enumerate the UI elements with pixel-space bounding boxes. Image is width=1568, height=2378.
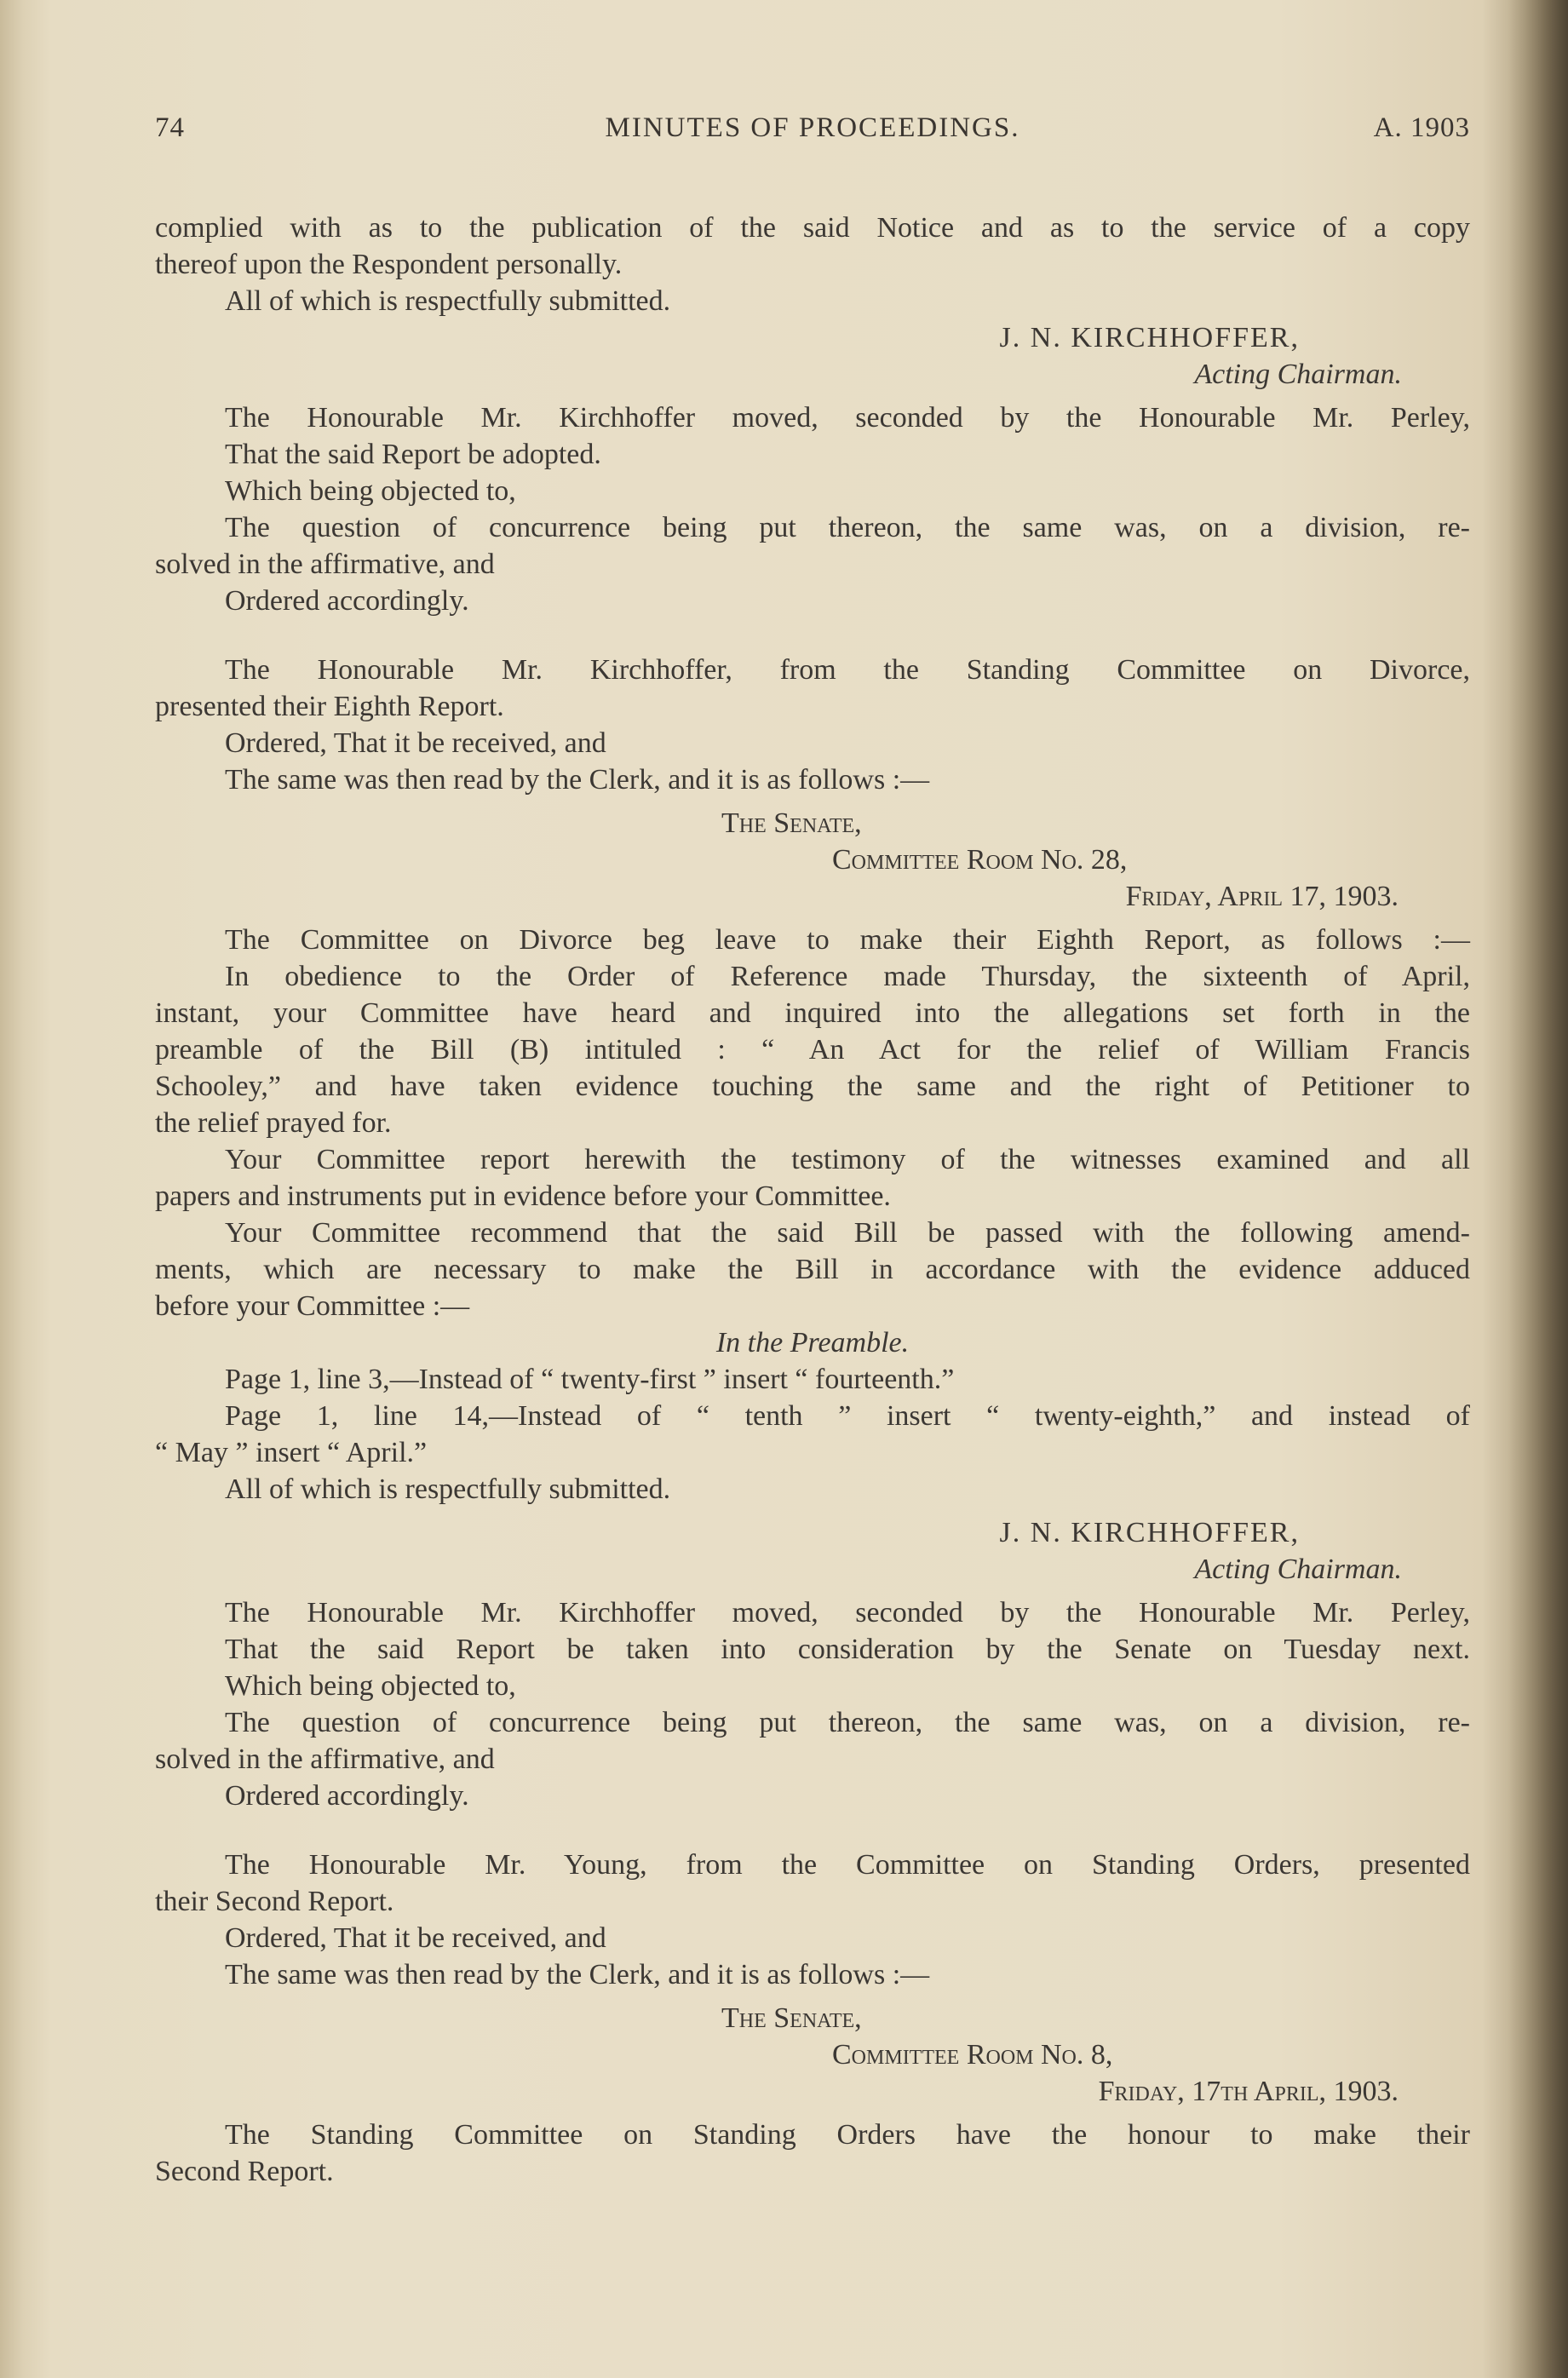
paragraph-line: The Standing Committee on Standing Orders have the honour to make their (225, 2119, 1470, 2151)
paragraph-line: Page 1, line 14,—Instead of “ tenth ” insert “ twenty-eighth,” and instead of (225, 1400, 1470, 1432)
paragraph-line: thereof upon the Respondent personally. (155, 249, 623, 280)
paragraph-line: ments, which are necessary to make the Bill in accordance with the evidence adduced (155, 1254, 1470, 1285)
paragraph-line: The same was then read by the Clerk, and it is as follows :— (225, 1959, 930, 1990)
paragraph-line: Page 1, line 3,—Instead of “ twenty-first ” insert “ fourteenth.” (225, 1364, 955, 1395)
signature-name: J. N. KIRCHHOFFER, (999, 322, 1300, 353)
paragraph-line: Your Committee recommend that the said Bill be passed with the following amend- (225, 1217, 1470, 1249)
page-number: 74 (155, 112, 185, 143)
binding-shadow (1508, 0, 1568, 2378)
session-year: A. 1903 (1373, 112, 1470, 143)
paragraph-line: their Second Report. (155, 1886, 394, 1917)
paragraph-line: The Committee on Divorce beg leave to make their Eighth Report, as follows :— (225, 924, 1470, 956)
paragraph-line: Your Committee report herewith the testimony of the witnesses examined and all (225, 1144, 1470, 1175)
paragraph-line: The question of concurrence being put thereon, the same was, on a division, re- (225, 1707, 1470, 1738)
paragraph-line: In obedience to the Order of Reference made Thursday, the sixteenth of April, (225, 961, 1470, 992)
paragraph-line: That the said Report be adopted. (225, 439, 601, 470)
address-date: Friday, April 17, 1903. (1125, 881, 1399, 912)
signature-name: J. N. KIRCHHOFFER, (999, 1517, 1300, 1548)
address-committee-room: Committee Room No. 8, (832, 2039, 1113, 2071)
paragraph-line: The Honourable Mr. Kirchhoffer, from the Standing Committee on Divorce, (225, 654, 1470, 686)
paragraph-line: Schooley,” and have taken evidence touching the same and the right of Petitioner to (155, 1071, 1470, 1102)
paragraph-line: presented their Eighth Report. (155, 691, 504, 722)
paragraph-line: That the said Report be taken into consideration by the Senate on Tuesday next. (225, 1634, 1470, 1665)
paragraph-line: complied with as to the publication of the said Notice and as to the service of a copy (155, 212, 1470, 244)
paragraph-line: The Honourable Mr. Young, from the Committee on Standing Orders, presented (225, 1849, 1470, 1881)
running-header (155, 112, 1470, 153)
paragraph-line: Ordered accordingly. (225, 1780, 469, 1812)
address-date: Friday, 17th April, 1903. (1098, 2076, 1399, 2107)
paragraph-line: solved in the affirmative, and (155, 549, 495, 580)
paragraph-line: Second Report. (155, 2156, 334, 2187)
paragraph-line: The question of concurrence being put thereon, the same was, on a division, re- (225, 512, 1470, 543)
page-title: MINUTES OF PROCEEDINGS. (605, 112, 1020, 143)
paragraph-line: Ordered, That it be received, and (225, 727, 606, 759)
paragraph-line: Ordered, That it be received, and (225, 1922, 606, 1954)
paragraph-line: Which being objected to, (225, 1670, 516, 1702)
paragraph-line: papers and instruments put in evidence before your Committee. (155, 1180, 891, 1212)
paragraph-line: All of which is respectfully submitted. (225, 285, 671, 317)
paragraph-line: solved in the affirmative, and (155, 1743, 495, 1775)
paragraph-line: before your Committee :— (155, 1290, 470, 1322)
section-heading: In the Preamble. (715, 1327, 910, 1358)
paragraph-line: preamble of the Bill (B) intituled : “ An Act for the relief of William Francis (155, 1034, 1470, 1066)
signature-role: Acting Chairman. (1194, 1554, 1402, 1585)
paragraph-line: the relief prayed for. (155, 1107, 392, 1139)
address-committee-room: Committee Room No. 28, (832, 844, 1128, 876)
paragraph-line: The Honourable Mr. Kirchhoffer moved, seconded by the Honourable Mr. Perley, (225, 402, 1470, 434)
paragraph-line: All of which is respectfully submitted. (225, 1473, 671, 1505)
signature-role: Acting Chairman. (1194, 359, 1402, 390)
address-senate: The Senate, (721, 807, 862, 839)
address-senate: The Senate, (721, 2002, 862, 2034)
paragraph-line: “ May ” insert “ April.” (155, 1437, 428, 1468)
paragraph-line: Which being objected to, (225, 475, 516, 507)
paragraph-line: The same was then read by the Clerk, and it is as follows :— (225, 764, 930, 796)
paragraph-line: The Honourable Mr. Kirchhoffer moved, seconded by the Honourable Mr. Perley, (225, 1597, 1470, 1628)
paragraph-line: instant, your Committee have heard and inquired into the allegations set forth in the (155, 997, 1470, 1029)
paragraph-line: Ordered accordingly. (225, 585, 469, 617)
page-body (155, 210, 1470, 2190)
